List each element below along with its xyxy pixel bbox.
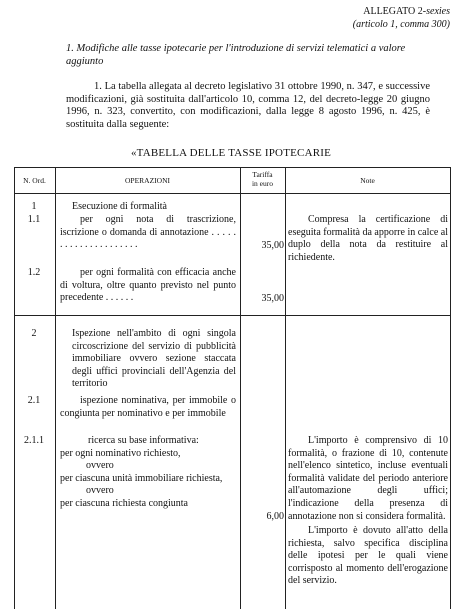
col-header-note: Note <box>360 176 375 185</box>
col-header-tariff-line2: in euro <box>251 179 274 188</box>
row-2-1-1-number: 2.1.1 <box>24 435 44 446</box>
row-2-1-1-line-6: per ciascuna richiesta congiunta <box>60 497 188 509</box>
allegato-suffix: sexies <box>426 6 450 17</box>
row-2-1-number: 2.1 <box>27 395 41 406</box>
article-reference: (articolo 1, comma 300) <box>352 19 450 30</box>
table-top-rule <box>14 167 451 168</box>
tariff-table <box>14 167 451 609</box>
row-2-1-1-price: 6,00 <box>266 511 284 522</box>
row-1-1-operation: per ogni nota di trascrizione, iscrizione o domanda di annotazione . . . . . . . . . . . . . . . . . . . . . <box>60 214 236 251</box>
table-section-rule <box>14 315 451 316</box>
column-divider-ops <box>240 167 241 609</box>
row-2-number: 2 <box>31 328 37 339</box>
row-1-1-price: 35,00 <box>261 240 284 251</box>
table-header-rule <box>14 193 451 194</box>
col-header-num: N. Ord. <box>23 176 46 185</box>
row-1-2-price: 35,00 <box>261 293 284 304</box>
intro-paragraph: 1. La tabella allegata al decreto legislativo 31 ottobre 1990, n. 347, e successive modificazioni, già sostituita dall'articolo 10, comma 12, del decreto-legge 20 giugno 1996, n. 323, convertito, con modificazioni, dalla legge 8 agosto 1996, n. 425, è sostituita dalla seguente: <box>66 81 430 130</box>
row-2-1-1-operation <box>60 435 238 511</box>
row-2-1-1-line-5: ovvero <box>86 485 114 497</box>
row-2-1-1-line-2: per ogni nominativo richiesto, <box>60 447 181 459</box>
row-1-operation: Esecuzione di formalità <box>72 201 167 212</box>
col-header-tariff <box>240 170 285 188</box>
row-1-number: 1 <box>31 201 37 212</box>
row-1-2-operation: per ogni formalità con efficacia anche di voltura, oltre quanto previsto nel punto precedente . . . . . . <box>60 267 236 304</box>
row-2-1-1-note-2: L'importo è dovuto all'atto della richiesta, salvo specifica disciplina delle ipotesi per le quali viene corrisposto al momento dell'erogazione del servizio. <box>288 525 448 587</box>
row-2-1-1-line-1: ricerca su base informativa: <box>88 435 199 446</box>
row-2-1-1-note-1: L'importo è comprensivo di 10 formalità, o frazione di 10, contenute nell'elenco sintetico, incluse eventuali formalità validate del periodo anteriore all'automazione degli uffici; l'indicazione della presenza di annotazione non si considera formalità. <box>288 435 448 522</box>
row-2-1-1-line-3: ovvero <box>86 460 114 472</box>
col-header-ops: OPERAZIONI <box>125 176 170 185</box>
row-1-1-note: Compresa la certificazione di eseguita formalità da apporre in calce al duplo della nota da restituire al richiedente. <box>288 214 448 263</box>
column-divider-num <box>55 167 56 609</box>
col-header-tariff-line1: Tariffa <box>252 170 273 179</box>
allegato-label <box>363 6 450 17</box>
column-divider-tariff <box>285 167 286 609</box>
row-1-2-number: 1.2 <box>27 267 41 278</box>
row-2-1-1-line-4: per ciascuna unità immobiliare richiesta, <box>60 472 223 484</box>
table-right-border <box>450 167 451 609</box>
table-left-border <box>14 167 15 609</box>
allegato-prefix: ALLEGATO 2- <box>363 6 427 17</box>
section-title: 1. Modifiche alle tasse ipotecarie per l'introduzione di servizi telematici a valore aggiunto <box>66 43 406 67</box>
row-2-1-operation: ispezione nominativa, per immobile o congiunta per nominativo e per immobile <box>60 395 236 419</box>
row-2-operation: Ispezione nell'ambito di ogni singola circoscrizione del servizio di pubblicità immobiliare ovvero sezione staccata degli uffici provinciali dell'Agenzia del territorio <box>72 328 236 390</box>
table-title: «TABELLA DELLE TASSE IPOTECARIE <box>130 147 332 159</box>
row-1-1-number: 1.1 <box>27 214 41 225</box>
